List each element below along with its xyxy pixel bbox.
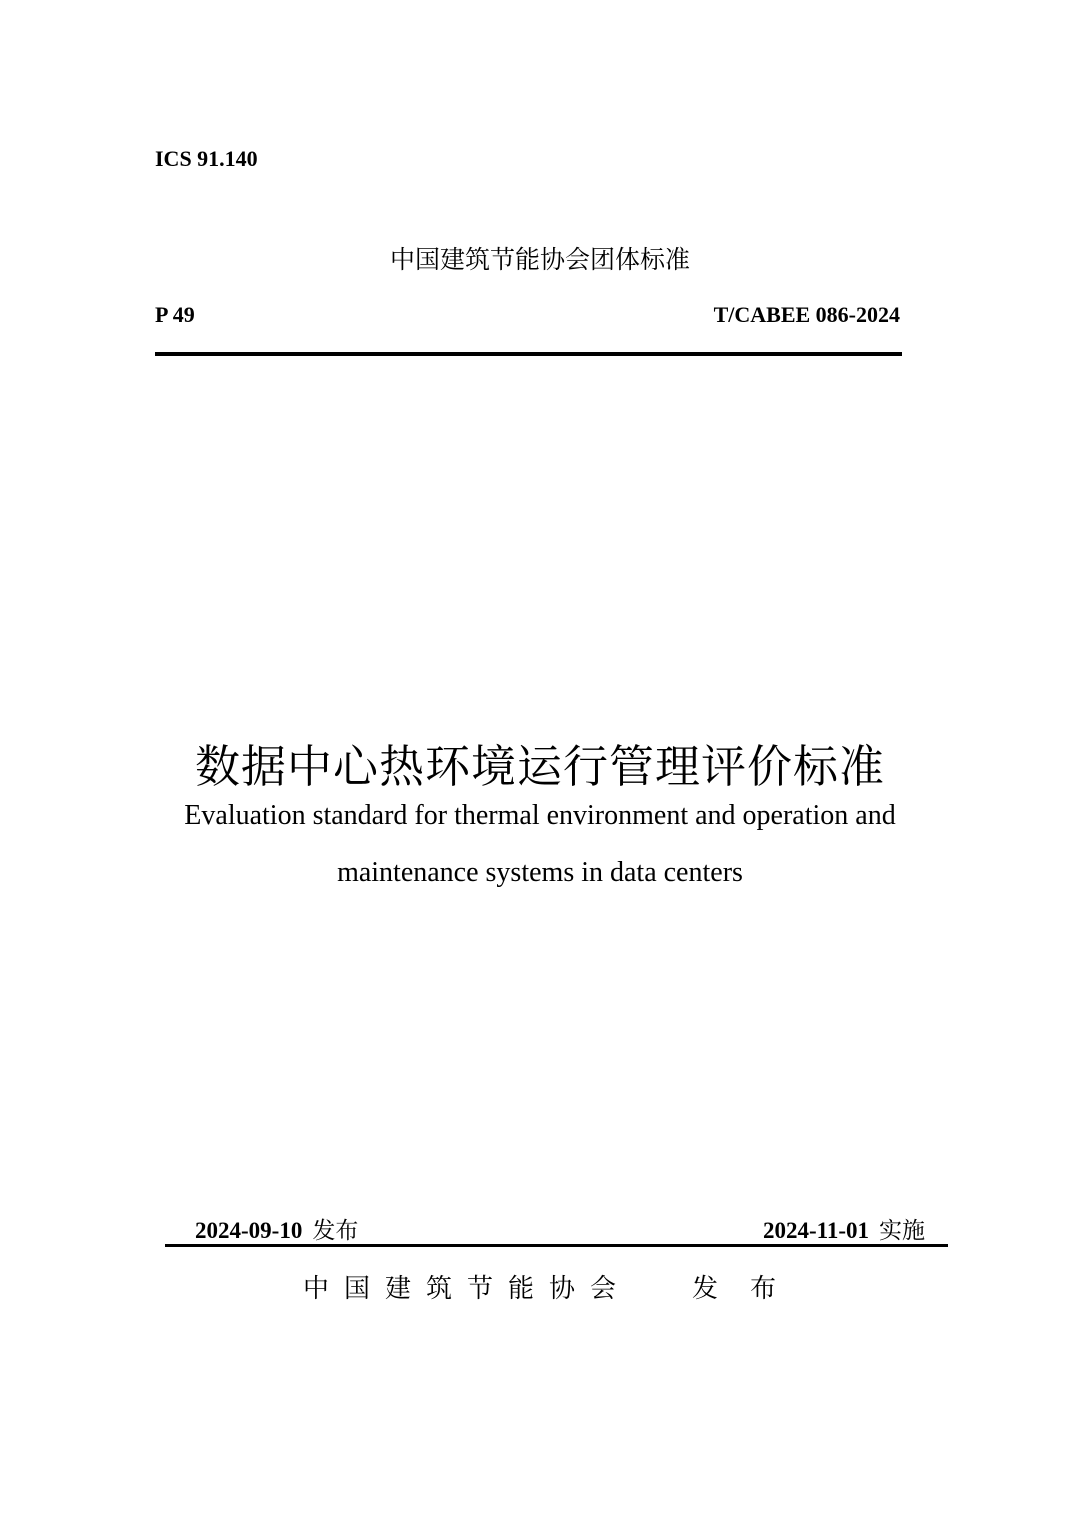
standard-number: T/CABEE 086-2024 [713, 302, 900, 327]
issuer-name: 中国建筑节能协会 [303, 1274, 632, 1304]
implement-date: 2024-11-01 [762, 1218, 869, 1243]
publish-date-row [195, 1212, 358, 1245]
ccs-code: P 49 [155, 302, 195, 327]
title-chinese: 数据中心热环境运行管理评价标准 [194, 740, 885, 793]
title-english-line-2: maintenance systems in data centers [337, 857, 743, 888]
org-standard-heading: 中国建筑节能协会团体标准 [389, 245, 690, 274]
publish-date: 2024-09-10 [195, 1218, 303, 1243]
title-english-line-1: Evaluation standard for thermal environment and operation and [184, 800, 896, 831]
footer-divider [165, 1244, 948, 1247]
implement-label: 实施 [879, 1218, 925, 1244]
implement-date-row [763, 1212, 925, 1245]
ics-code: ICS 91.140 [155, 146, 258, 171]
issued-label: 发布 [692, 1274, 809, 1304]
publish-label: 发布 [312, 1218, 359, 1244]
header-divider [155, 352, 902, 356]
